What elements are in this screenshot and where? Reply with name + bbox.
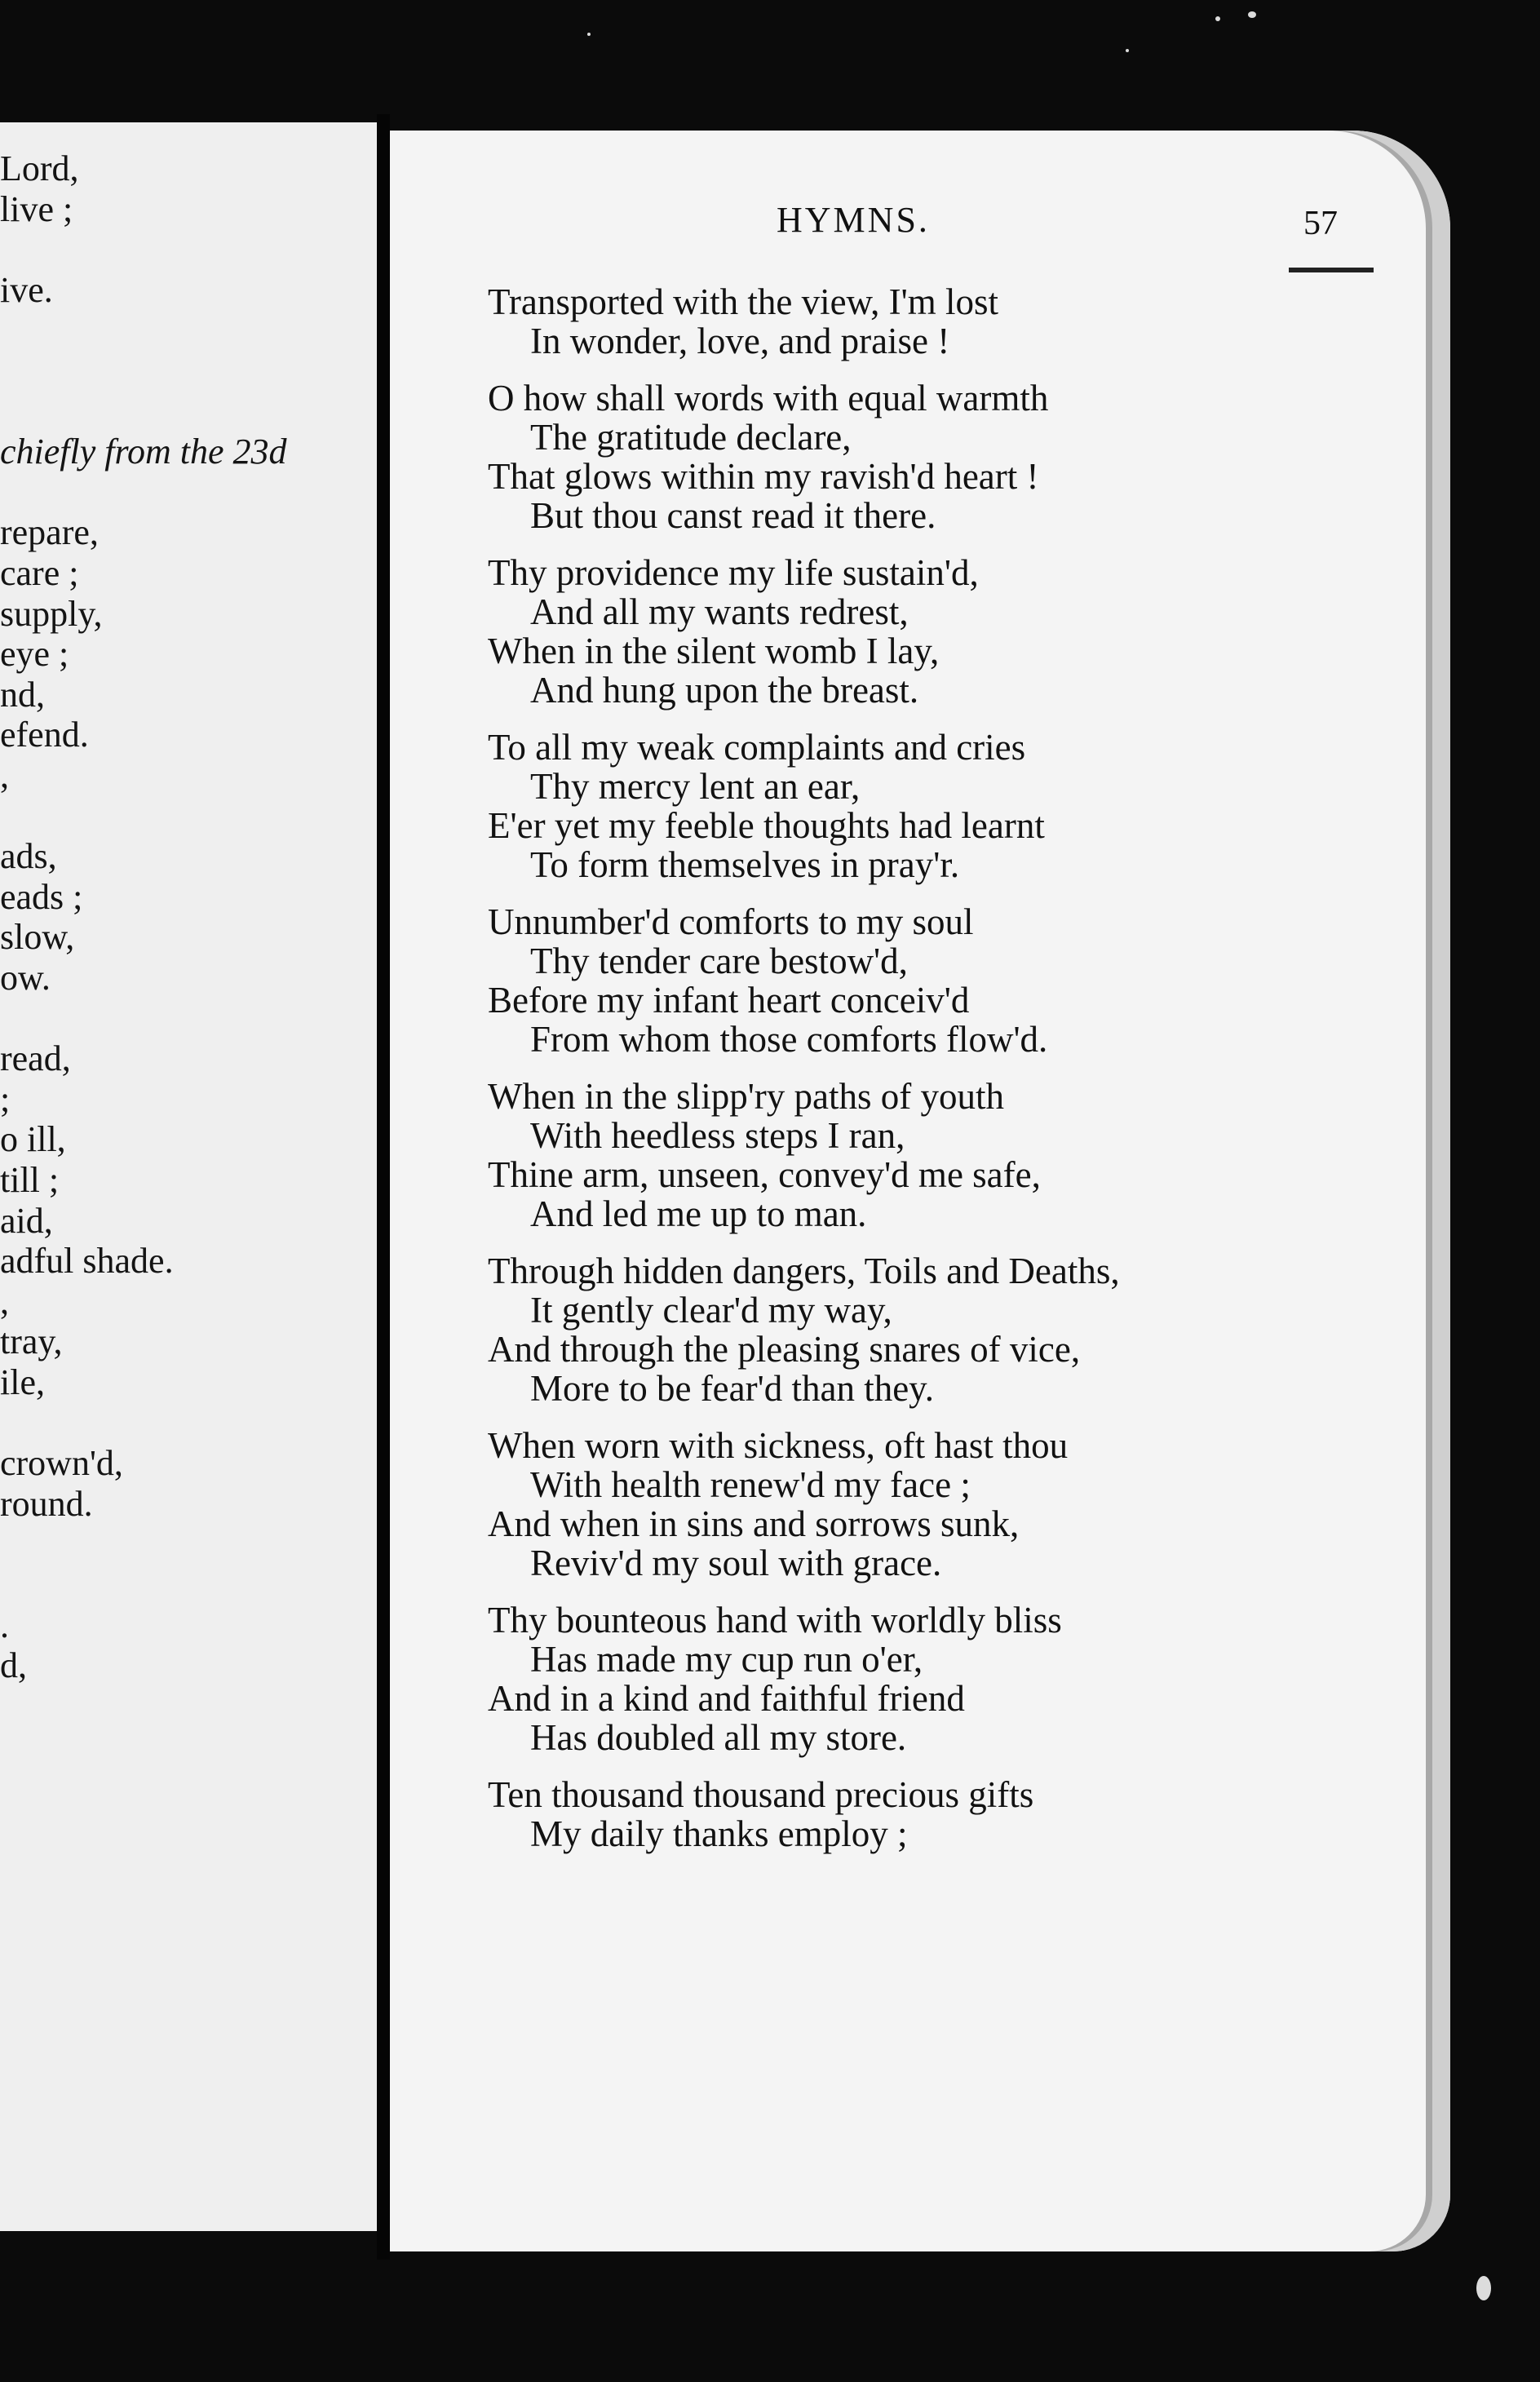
verse-line: Before my infant heart conceiv'd [488, 980, 970, 1021]
left-page-line: efend. [0, 715, 89, 755]
left-page-line: o ill, [0, 1119, 66, 1160]
verse-line: Unnumber'd comforts to my soul [488, 901, 974, 942]
left-page-line: adful shade. [0, 1241, 174, 1282]
stanza [488, 1426, 1385, 1583]
left-page-line: ow. [0, 958, 51, 998]
verse-line: That glows within my ravish'd heart ! [488, 456, 1039, 497]
left-page-line: read, [0, 1038, 71, 1079]
left-page-line: slow, [0, 917, 75, 958]
verse-line: Thy providence my life sustain'd, [488, 552, 979, 593]
verse-line: When in the slipp'ry paths of youth [488, 1076, 1005, 1117]
stanza [488, 553, 1385, 710]
verse-line: It gently clear'd my way, [530, 1290, 892, 1330]
stanza [488, 1077, 1385, 1233]
verse-line: Thy bounteous hand with worldly bliss [488, 1600, 1062, 1640]
verse-line: Thy tender care bestow'd, [530, 941, 908, 981]
left-page-line: ads, [0, 836, 57, 877]
verse-line: From whom those comforts flow'd. [530, 1019, 1048, 1060]
verse-line: And in a kind and faithful friend [488, 1678, 965, 1719]
verse-line: More to be fear'd than they. [530, 1368, 934, 1409]
verse-line: Thy mercy lent an ear, [530, 766, 861, 807]
verse-line: Thine arm, unseen, convey'd me safe, [488, 1154, 1041, 1195]
verse-line: To all my weak complaints and cries [488, 727, 1026, 768]
left-page-line: repare, [0, 512, 99, 553]
left-page [0, 122, 380, 2231]
left-page-line: chiefly from the 23d [0, 432, 287, 472]
verse-line: And through the pleasing snares of vice, [488, 1329, 1081, 1370]
left-page-line: nd, [0, 674, 45, 715]
verse-line: Transported with the view, I'm lost [488, 281, 998, 322]
verse-line: And when in sins and sorrows sunk, [488, 1503, 1020, 1544]
stanza [488, 902, 1385, 1059]
left-page-line: ; [0, 1078, 11, 1119]
stanza [488, 1775, 1385, 1853]
running-head: HYMNS. [777, 200, 930, 240]
verse-line: With heedless steps I ran, [530, 1115, 905, 1156]
stanza [488, 282, 1385, 361]
book-spine [377, 114, 390, 2260]
left-page-line: eads ; [0, 876, 83, 917]
left-page-line: till ; [0, 1160, 60, 1200]
verse-line: With health renew'd my face ; [530, 1464, 971, 1505]
hymn-verse [488, 282, 1385, 1871]
left-page-line: eye ; [0, 634, 69, 675]
stanza [488, 379, 1385, 535]
verse-line: O how shall words with equal warmth [488, 378, 1049, 418]
verse-line: Has doubled all my store. [530, 1717, 907, 1758]
verse-line: Ten thousand thousand precious gifts [488, 1774, 1034, 1815]
verse-line: And led me up to man. [530, 1193, 867, 1234]
verse-line: When worn with sickness, oft hast thou [488, 1425, 1069, 1466]
left-page-line: care ; [0, 553, 79, 593]
verse-line: Has made my cup run o'er, [530, 1639, 923, 1680]
left-page-line: , [0, 1281, 9, 1322]
stanza [488, 1251, 1385, 1408]
verse-line: To form themselves in pray'r. [530, 844, 960, 885]
left-page-line: crown'd, [0, 1443, 123, 1484]
left-page-line: Lord, [0, 148, 79, 188]
page-number: 57 [1303, 205, 1338, 242]
background-speck [1126, 49, 1129, 52]
background-speck [587, 33, 591, 36]
left-page-line: supply, [0, 593, 103, 634]
left-page-line: aid, [0, 1200, 53, 1241]
verse-line: Reviv'd my soul with grace. [530, 1543, 942, 1583]
verse-line: And hung upon the breast. [530, 670, 919, 711]
left-page-line: tray, [0, 1322, 63, 1362]
left-page-line: ive. [0, 269, 53, 310]
background-speck [1215, 16, 1220, 21]
left-page-line: . [0, 1605, 9, 1645]
stanza [488, 728, 1385, 884]
right-page [390, 131, 1450, 2251]
verse-line: In wonder, love, and praise ! [530, 321, 950, 361]
verse-line: And all my wants redrest, [530, 591, 909, 632]
left-page-line: ile, [0, 1362, 45, 1402]
background-speck [1476, 2276, 1491, 2300]
verse-line: When in the silent womb I lay, [488, 631, 940, 671]
background-speck [1248, 11, 1256, 18]
verse-line: But thou canst read it there. [530, 495, 936, 536]
header-rule [1289, 268, 1374, 272]
stanza [488, 1601, 1385, 1757]
left-page-line: , [0, 755, 9, 795]
verse-line: The gratitude declare, [530, 417, 852, 458]
verse-line: Through hidden dangers, Toils and Deaths, [488, 1251, 1120, 1291]
left-page-line: d, [0, 1645, 27, 1686]
verse-line: E'er yet my feeble thoughts had learnt [488, 805, 1045, 846]
left-page-line: round. [0, 1483, 93, 1524]
verse-line: My daily thanks employ ; [530, 1813, 908, 1854]
left-page-line: live ; [0, 188, 73, 229]
